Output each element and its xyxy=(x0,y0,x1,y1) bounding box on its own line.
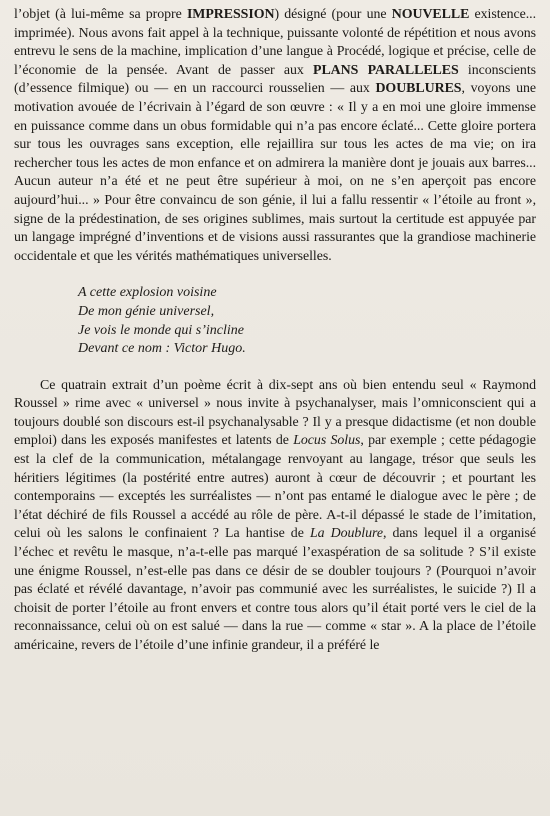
paragraph-2-text-3: , dans lequel il a organisé l’échec et revêtu le masque, n’a-t-elle pas marqué l’exaspération de sa solitude ? S’il existe une énigme Roussel, n’est-elle pas dans ce désir de se doubler toujours ? (Pourquoi n’avoir pas éclaté et révélé davantage, n’avoir pas communié avec les surréalistes, le suicide ?) Il a choisit de porter l’étoile au front envers et contre tous alors qu’il était porté vers le ciel de la reconnaissance, celui où on est salué — dans la rue — comme « star ». A la place de l’étoile américaine, revers de l’étoile d’une infinie grandeur, il a préféré le xyxy=(14,526,536,653)
body-paragraph-1 xyxy=(14,6,536,266)
poem-line-4: Devant ce nom : Victor Hugo. xyxy=(78,341,246,357)
la-doublure-title: La Doublure xyxy=(309,526,383,542)
quatrain xyxy=(78,284,536,358)
locus-solus-title: Locus Solus xyxy=(293,433,361,449)
body-paragraph-2 xyxy=(14,377,536,656)
paragraph-2-text-1: Ce quatrain extrait d’un poème écrit à dix-sept ans où bien entendu seul « Raymond Roussel » rime avec « universel » nous invite à psychanalyser, mais l’omniconscient qui a toujours doublé son discours est-il psychanalysable ? Il y a presque didactisme (et non double emploi) dans les exposés manifestes et latents de xyxy=(14,377,536,449)
impression-term: IMPRESSION xyxy=(186,7,275,22)
poem-line-1: A cette explosion voisine xyxy=(78,285,217,301)
poem-line-3: Je vois le monde qui s’incline xyxy=(78,322,245,338)
poem-line-2: De mon génie universel, xyxy=(78,303,215,319)
paragraph-2-text-2: , par exemple ; cette pédagogie est la clef de la communication, métalangage renvoyant au langage, trésor que seuls les héritiers légitimes (la postérité entre autres) auront à cœur de découvrir ; et pourtant les contemporains — exceptés les surréalistes — n’ont pas entamé le dialogue avec le père ; de l’état déchiré de fils Roussel a accédé au rôle de père. A-t-il dépassé le stade de l’imitation, celui où les salons le confinaient ? La hantise de xyxy=(14,433,536,542)
doublures-term: DOUBLURES xyxy=(375,81,462,97)
paragraph-1-text-3: existence... imprimée). Nous avons fait appel à la technique, puissante volonté de répétition et nous avons entrevu le sens de la machine, implication d’une langue à Procédé, logique et précise, celle de l’économie de la pensée. Avant de passer aux xyxy=(14,7,537,78)
paragraph-1-text-2: ) désigné (pour une xyxy=(274,7,392,22)
nouvelle-term: NOUVELLE xyxy=(391,7,470,22)
paragraph-1-text-1: l’objet (à lui-même sa propre xyxy=(14,7,187,22)
paragraph-1-text-5: , voyons une motivation avouée de l’écrivain à l’égard de son œuvre : « Il y a en moi une gloire immense en puissance comme dans un obus formidable qui n’a pas encore éclaté... Cette gloire portera sur tous les ouvrages sans exception, elle rejaillira sur tous les actes de ma vie; on ira rechercher tous les actes de mon enfance et on admirera la manière dont je jouais aux barres... Aucun auteur n’a été et ne peut être supérieur à moi, on ne s’en aperçoit pas encore aujourd’hui... » Pour être convaincu de son génie, il lui a fallu ressentir « l’étoile au front », signe de la prédestination, de ses origines sublimes, mais surtout la certitude est appuyée par un langage imprégné d’inventions et de visions aussi rassurantes que la grandiose machinerie occidentale et que les vérités mathématiques universelles. xyxy=(14,81,537,264)
paragraph-1-text-4: inconscients (d’essence filmique) ou — en un raccourci rousselien — aux xyxy=(14,62,536,97)
plans-paralleles-term: PLANS PARALLELES xyxy=(313,62,459,78)
